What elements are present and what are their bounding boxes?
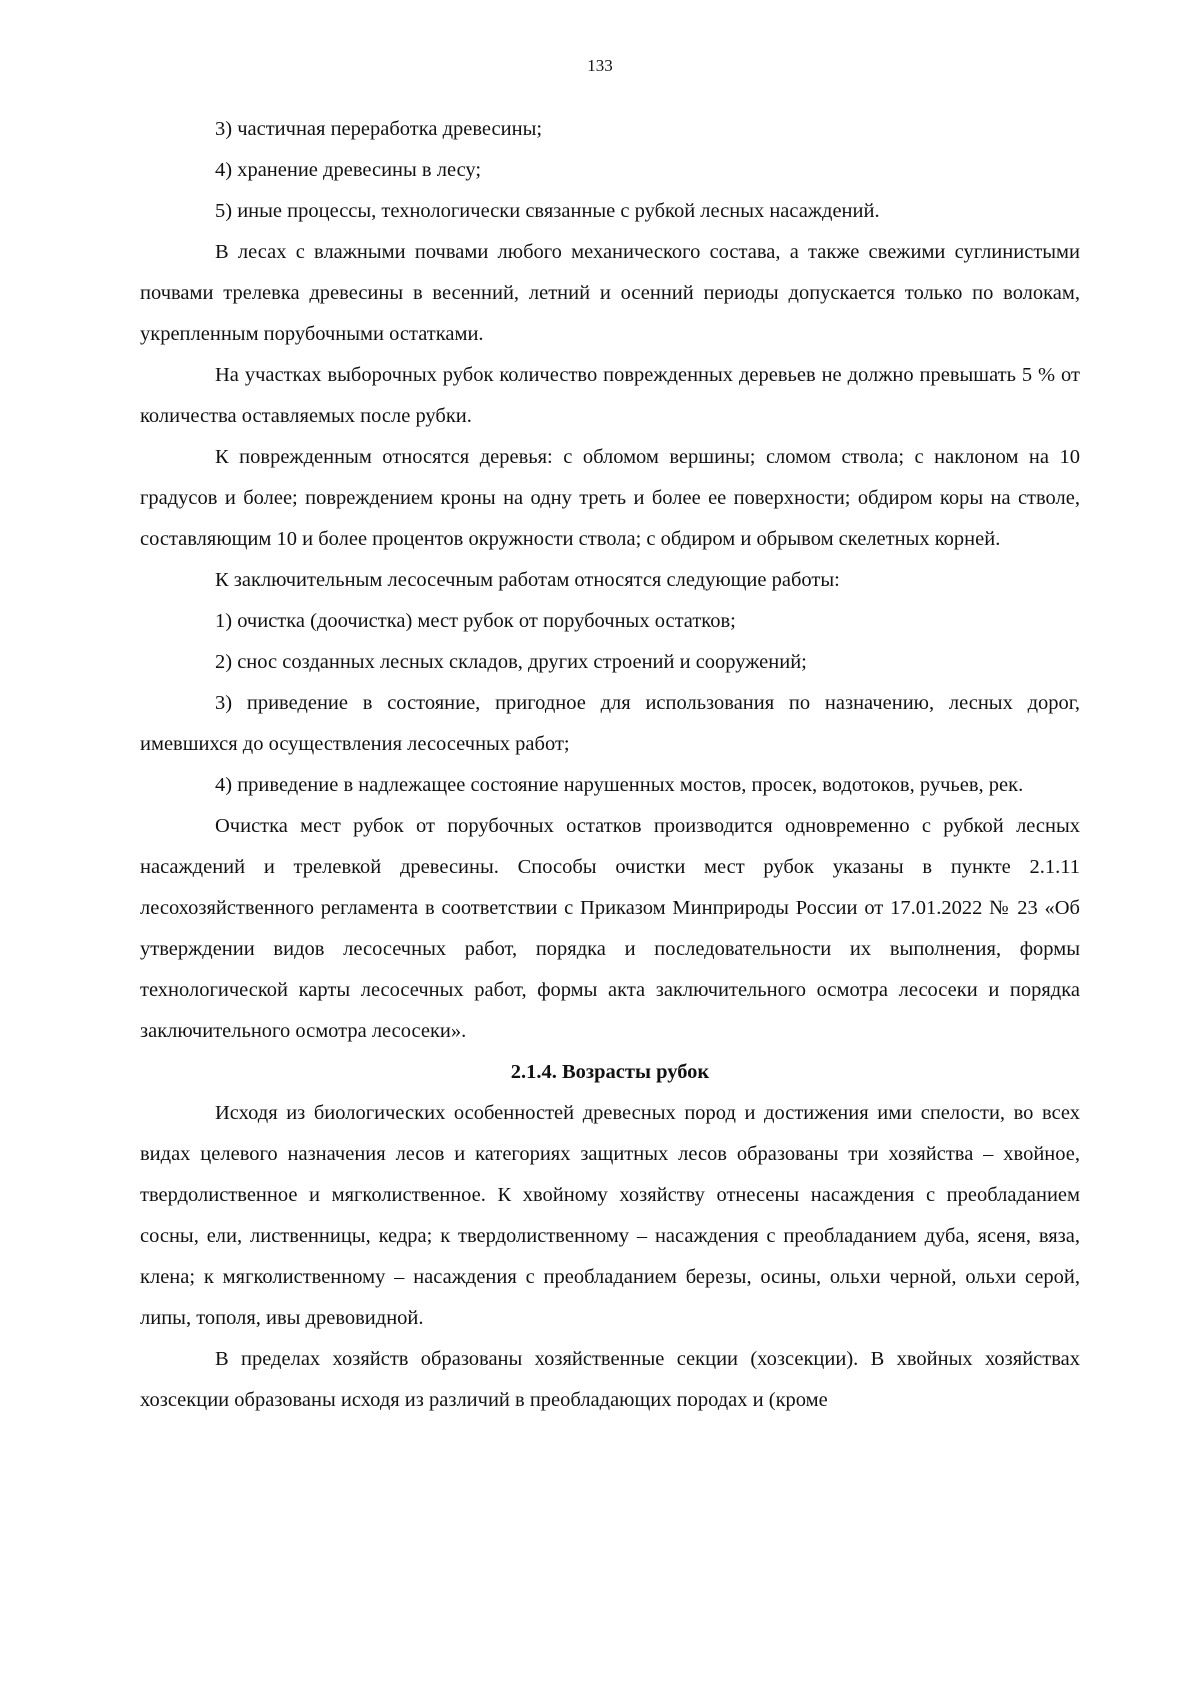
section-heading: 2.1.4. Возрасты рубок [510,1061,710,1083]
list-item: 2) снос созданных лесных складов, других строений и сооружений; [215,651,807,673]
body-paragraph: Очистка мест рубок от порубочных остатков производится одновременно с рубкой лесных насаждений и трелевкой древесины. Способы очистки мест рубок указаны в пункте 2.1.11 лесохозяйственного регламента в соответствии с Приказом Минприроды России от 17.01.2022 № 23 «Об утверждении видов лесосечных работ, порядка и последовательности их выполнения, формы технологической карты лесосечных работ, формы акта заключительного осмотра лесосеки и порядка заключительного осмотра лесосеки». [140,815,1080,1042]
body-paragraph: К поврежденным относятся деревья: с обломом вершины; сломом ствола; с наклоном на 10 градусов и более; повреждением кроны на одну треть и более ее поверхности; обдиром коры на стволе, составляющим 10 и более процентов окружности ствола; с обдиром и обрывом скелетных корней. [140,446,1080,550]
list-item: 3) приведение в состояние, пригодное для использования по назначению, лесных дорог, имевшихся до осуществления лесосечных работ; [140,692,1080,755]
page-number: 133 [587,56,613,75]
list-item: 5) иные процессы, технологически связанные с рубкой лесных насаждений. [215,200,880,222]
body-paragraph: Исходя из биологических особенностей древесных пород и достижения ими спелости, во всех видах целевого назначения лесов и категориях защитных лесов образованы три хозяйства – хвойное, твердолиственное и мягколиственное. К хвойному хозяйству отнесены насаждения с преобладанием сосны, ели, лиственницы, кедра; к твердолиственному – насаждения с преобладанием дуба, ясеня, вяза, клена; к мягколиственному – насаждения с преобладанием березы, осины, ольхи черной, ольхи серой, липы, тополя, ивы древовидной. [140,1102,1080,1329]
list-item: 4) приведение в надлежащее состояние нарушенных мостов, просек, водотоков, ручьев, рек. [215,774,1024,796]
list-item: 4) хранение древесины в лесу; [215,159,482,181]
body-paragraph: В лесах с влажными почвами любого механического состава, а также свежими суглинистыми почвами трелевка древесины в весенний, летний и осенний периоды допускается только по волокам, укрепленным порубочными остатками. [140,241,1080,345]
body-paragraph: На участках выборочных рубок количество поврежденных деревьев не должно превышать 5 % от количества оставляемых после рубки. [140,364,1080,427]
page-content [140,109,1080,1421]
list-item: 1) очистка (доочистка) мест рубок от порубочных остатков; [215,610,736,632]
body-paragraph: В пределах хозяйств образованы хозяйственные секции (хозсекции). В хвойных хозяйствах хозсекции образованы исходя из различий в преобладающих породах и (кроме [140,1348,1080,1411]
body-paragraph: К заключительным лесосечным работам относятся следующие работы: [215,569,840,591]
list-item: 3) частичная переработка древесины; [215,118,543,140]
